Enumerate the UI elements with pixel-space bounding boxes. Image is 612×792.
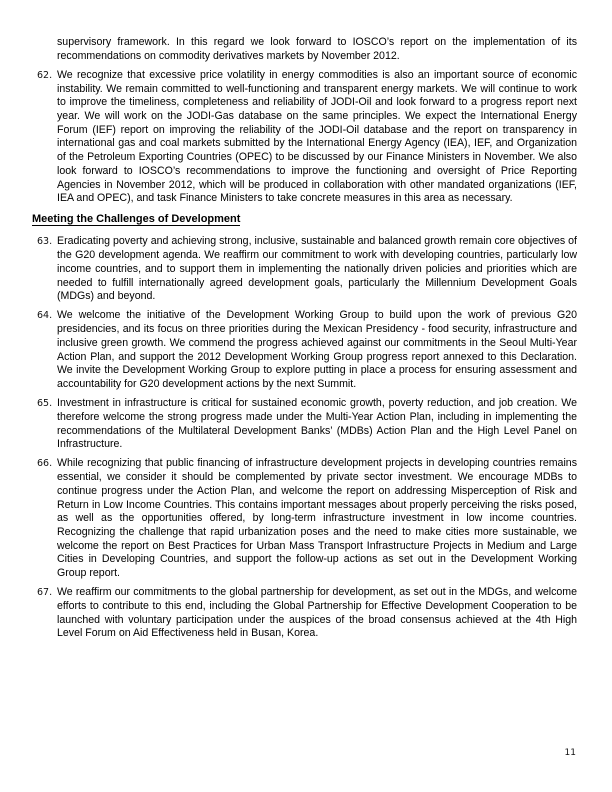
paragraph-text: We recognize that excessive price volatility in energy commodities is also an important source of economic instability. We remain committed to well-functioning and transparent energy markets. We will continue to work to improve the timeliness, completeness and reliability of JODI-Oil and look forward to a progress report next year. We will work on the JODI-Gas database on the same principles. We expect the International Energy Forum (IEF) report on improving the reliability of the JODI-Oil database and the report on transparency in international gas and coal markets submitted by the International Energy Agency (IEA), IEF, and Organization of the Petroleum Exporting Countries (OPEC) to be discussed by our Finance Ministers in November. We also look forward to IOSCO’s recommendations to improve the functioning and oversight of Price Reporting Agencies in November 2012, which will be produced in collaboration with other mandated organizations (IEF, IEA and OPEC), and task Finance Ministers to take concrete measures in this area as necessary.: [57, 68, 577, 205]
page-number: 11: [564, 748, 576, 758]
paragraph-text: We welcome the initiative of the Development Working Group to build upon the work of previous G20 presidencies, and its focus on three priorities during the Mexican Presidency - food security, infrastructure and inclusive green growth. We commend the progress achieved against our commitments in the Seoul Multi-Year Action Plan, and support the 2012 Development Working Group progress report annexed to this Declaration. We invite the Development Working Group to explore putting in place a process for ensuring assessment and accountability for G20 development actions by the next Summit.: [57, 309, 577, 390]
paragraph-64: [37, 309, 577, 391]
paragraph-67: [37, 586, 577, 641]
page-content: [32, 36, 577, 647]
paragraph-number: 62.: [37, 69, 53, 81]
paragraph-number: 64.: [37, 310, 53, 322]
paragraph-text: While recognizing that public financing of infrastructure development projects in developing countries remains essential, we consider it should be complemented by private sector investment. We encourage MDBs to continue progress under the Action Plan, and welcome the report on addressing Misperception of Risk and Return in Low Income Countries. This contains important messages about properly perceiving the risks posed, as well as the opportunities offered, by long-term infrastructure investment in low income countries. Recognizing the challenge that rapid urbanization poses and the need to make cities more sustainable, we welcome the report on Best Practices for Urban Mass Transport Infrastructure Projects in Medium and Large Cities in Developing Countries, and support the follow-up actions as set out in the Development Working Group report.: [57, 457, 577, 580]
paragraph-text: Investment in infrastructure is critical for sustained economic growth, poverty reduction, and job creation. We therefore welcome the strong progress made under the Multi-Year Action Plan, including in implementing the recommendations of the Multilateral Development Banks’ (MDBs) Action Plan and the High Level Panel on Infrastructure.: [57, 397, 577, 451]
section-heading-container: [32, 211, 577, 231]
paragraph-66: [37, 457, 577, 580]
paragraph-65: [37, 397, 577, 452]
paragraph-number: 66.: [37, 458, 53, 470]
paragraph-number: 65.: [37, 398, 53, 410]
paragraph-text: Eradicating poverty and achieving strong, inclusive, sustainable and balanced growth remain core objectives of the G20 development agenda. We reaffirm our commitment to work with developing countries, particularly low income countries, and to support them in implementing the nationally driven policies and priorities which are needed to fulfill internationally agreed development goals, particularly the Millennium Development Goals (MDGs) and beyond.: [57, 235, 577, 303]
paragraph-62: [37, 69, 577, 206]
paragraph-number: 63.: [37, 236, 53, 248]
paragraph-63: [37, 235, 577, 304]
paragraph-number: 67.: [37, 587, 53, 599]
paragraph-text: We reaffirm our commitments to the global partnership for development, as set out in the MDGs, and welcome efforts to contribute to this end, including the Global Partnership for Effective Development Cooperation to be launched with voluntary participation under the auspices of the broad consensus achieved at the 4th High Level Forum on Aid Effectiveness held in Busan, Korea.: [57, 586, 577, 640]
continued-paragraph: supervisory framework. In this regard we look forward to IOSCO’s report on the implementation of its recommendations on commodity derivatives markets by November 2012.: [57, 36, 577, 62]
section-heading: Meeting the Challenges of Development: [32, 213, 241, 226]
